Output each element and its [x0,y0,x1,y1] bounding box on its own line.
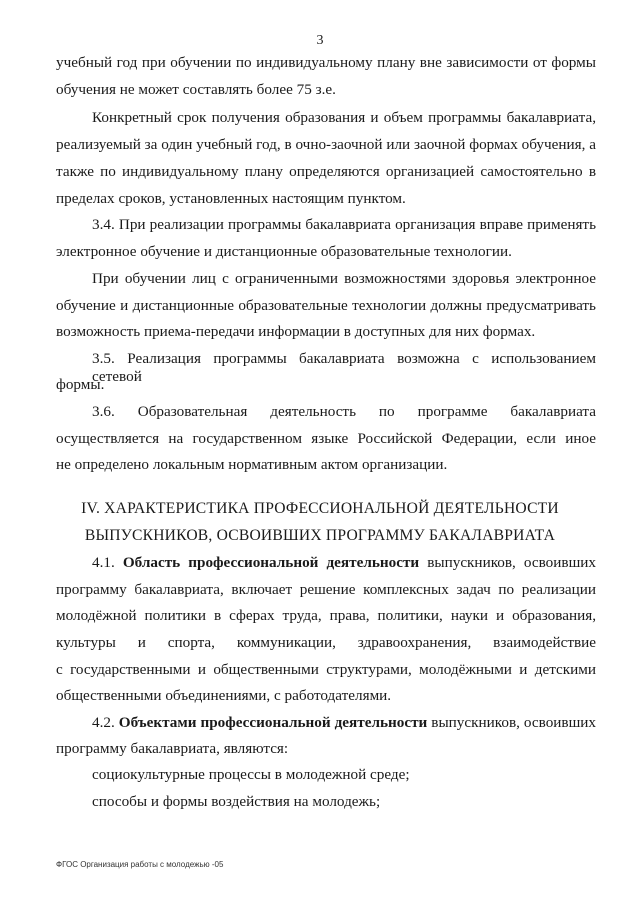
text-line: учебный год при обучении по индивидуальному плану вне зависимости от формы [56,54,596,71]
text-line: также по индивидуальному плану определяются организацией самостоятельно в [56,163,596,180]
paragraph-4-2-first-line [92,714,596,732]
section-heading-line-1: IV. ХАРАКТЕРИСТИКА ПРОФЕССИОНАЛЬНОЙ ДЕЯТЕЛЬНОСТИ [81,500,559,517]
bold-term: Объектами профессиональной деятельности [118,714,428,731]
text-line: 3.4. При реализации программы бакалавриата организация вправе применять [92,216,596,233]
text-line: электронное обучение и дистанционные образовательные технологии. [56,243,512,260]
list-item: социокультурные процессы в молодежной среде; [92,766,410,783]
text-line: осуществляется на государственном языке Российской Федерации, если иное [56,430,596,447]
bold-term: Область профессиональной деятельности [122,554,420,571]
paragraph-4-1-first-line [92,554,596,572]
text-line: пределах сроков, установленных настоящим пунктом. [56,190,406,207]
text-line: обучение и дистанционные образовательные технологии должны предусматривать [56,297,596,314]
clause-number: 4.1. [92,554,115,571]
text-line: возможность приема-передачи информации в доступных для них формах. [56,323,536,340]
text-line: 3.6. Образовательная деятельность по программе бакалавриата [92,403,596,420]
text-line: с государственными и общественными структурами, молодёжными и детскими [56,661,596,678]
text-line: программу бакалавриата, включает решение комплексных задач по реализации [56,581,596,598]
text-line: не определено локальным нормативным актом организации. [56,456,448,473]
text-line: программу бакалавриата, являются: [56,740,289,757]
list-item: способы и формы воздействия на молодежь; [92,793,381,810]
section-heading-line-2: ВЫПУСКНИКОВ, ОСВОИВШИХ ПРОГРАММУ БАКАЛАВРИАТА [84,527,556,544]
text-line: формы. [56,376,105,393]
text-line: молодёжной политики в сферах труда, права, политики, науки и образования, [56,607,596,624]
text-line: 3.5. Реализация программы бакалавриата возможна с использованием сетевой [92,350,596,385]
text-line: общественными объединениями, с работодателями. [56,687,392,704]
clause-text: выпускников, освоивших [431,714,597,731]
clause-number: 4.2. [92,714,115,731]
text-line: культуры и спорта, коммуникации, здравоохранения, взаимодействие [56,634,596,651]
text-line: реализуемый за один учебный год, в очно-заочной или заочной формах обучения, а [56,136,596,153]
text-line: Конкретный срок получения образования и объем программы бакалавриата, [92,109,596,126]
page-footer: ФГОС Организация работы с молодежью -05 [56,860,224,869]
page-number: 3 [316,33,324,48]
text-line: При обучении лиц с ограниченными возможностями здоровья электронное [92,270,596,287]
text-line: обучения не может составлять более 75 з.е. [56,81,336,98]
clause-text: выпускников, освоивших [427,554,596,571]
